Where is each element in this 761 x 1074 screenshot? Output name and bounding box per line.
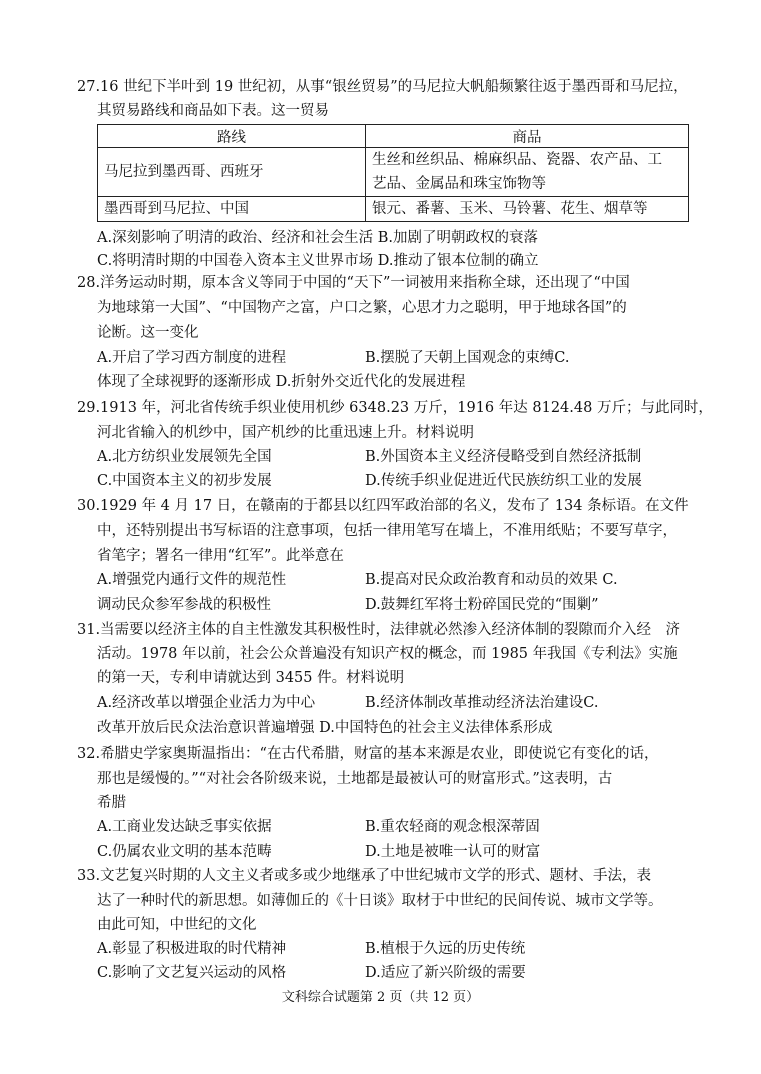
q32-stem-line3: 希腊 [97,795,126,811]
q28-stem-line3: 论断。这一变化 [97,325,199,341]
q28-option-a: A.开启了学习西方制度的进程 [97,350,287,366]
table-cell-route: 墨西哥到马尼拉、中国 [98,197,366,222]
q30-option-b: B.提高对民众政治教育和动员的效果 C. [365,572,618,588]
q32-option-c: C.仍属农业文明的基本范畴 [97,844,272,860]
q28-stem-line2: 为地球第一大国”、“中国物产之富，户口之繁，心思才力之聪明，甲于地球各国”的 [97,300,627,316]
q31-stem-line3: 的第一天，专利申请就达到 3455 件。材料说明 [97,670,405,686]
q31-option-a: A.经济改革以增强企业活力为中心 [97,695,316,711]
q30-stem-line2: 中，还特别提出书写标语的注意事项，包括一律用笔写在墙上，不准用纸贴；不要写草字， [97,523,677,539]
q32-stem-line2: 那也是缓慢的。”“对社会各阶级来说，土地都是最被认可的财富形式。”这表明，古 [97,771,613,787]
q28-option-b: B.摆脱了天朝上国观念的束缚C. [365,350,570,366]
table-header-row [98,125,689,148]
table-header-goods: 商品 [366,125,689,148]
q32-option-b: B.重农轻商的观念根深蒂固 [365,819,540,835]
table-row [98,148,689,197]
q33-stem-line1: 33.文艺复兴时期的人文主义者或多或少地继承了中世纪城市文学的形式、题材、手法，表 [77,868,652,884]
q33-stem-line3: 由此可知，中世纪的文化 [97,917,257,933]
q30-stem-line3: 省笔字；署名一律用“红军”。此举意在 [97,548,344,564]
table-cell-goods [366,148,689,197]
q29-option-b: B.外国资本主义经济侵略受到自然经济抵制 [365,449,642,465]
q31-option-b: B.经济体制改革推动经济法治建设C. [365,695,599,711]
q29-option-a: A.北方纺织业发展领先全国 [97,449,272,465]
q29-stem-line1: 29.1913 年，河北省传统手织业使用机纱 6348.23 万斤，1916 年达 8124.48 万斤；与此同时， [77,400,713,416]
goods-line: 生丝和丝织品、棉麻织品、瓷器、农产品、工 [372,152,662,168]
q31-stem-line2: 活动。1978 年以前，社会公众普遍没有知识产权的概念，而 1985 年我国《专利法》实施 [97,646,678,662]
q27-stem-line2: 其贸易路线和商品如下表。这一贸易 [97,103,329,119]
q31-stem-line1: 31.当需要以经济主体的自主性激发其积极性时，法律就必然渗入经济体制的裂隙而介入经 济 [77,622,681,638]
q33-option-d: D.适应了新兴阶级的需要 [365,965,526,981]
q32-stem-line1: 32.希腊史学家奥斯温指出：“在古代希腊，财富的基本来源是农业，即使说它有变化的话， [77,746,659,762]
q30-option-d: D.鼓舞红军将士粉碎国民党的“围剿” [365,597,599,613]
goods-line: 艺品、金属品和珠宝饰物等 [372,176,546,192]
q33-option-a: A.彰显了积极进取的时代精神 [97,941,287,957]
q32-option-a: A.工商业发达缺乏事实依据 [97,819,272,835]
q32-option-d: D.土地是被唯一认可的财富 [365,844,541,860]
q27-options-ab: A.深刻影响了明清的政治、经济和社会生活 B.加剧了明朝政权的衰落 [97,230,538,246]
q29-stem-line2: 河北省输入的机纱中，国产机纱的比重迅速上升。材料说明 [97,425,474,441]
q27-options-cd: C.将明清时期的中国卷入资本主义世界市场 D.推动了银本位制的确立 [97,253,539,269]
q29-option-d: D.传统手织业促进近代民族纺织工业的发展 [365,473,642,489]
table-row [98,197,689,222]
q31-options-cd: 改革开放后民众法治意识普遍增强 D.中国特色的社会主义法律体系形成 [97,720,553,736]
page-footer: 文科综合试题第 2 页（共 12 页） [281,990,480,1005]
q29-option-c: C.中国资本主义的初步发展 [97,473,272,489]
q30-option-a: A.增强党内通行文件的规范性 [97,572,287,588]
table-header-route: 路线 [98,125,366,148]
trade-route-table [97,124,689,222]
q33-option-c: C.影响了文艺复兴运动的风格 [97,965,287,981]
q30-stem-line1: 30.1929 年 4 月 17 日，在赣南的于都县以红四军政治部的名义，发布了 134 条标语。在文件 [77,498,689,514]
q28-options-cd: 体现了全球视野的逐渐形成 D.折射外交近代化的发展进程 [97,374,466,390]
q28-stem-line1: 28.洋务运动时期，原本含义等同于中国的“天下”一词被用来指称全球，还出现了“中国 [77,275,630,291]
q27-stem-line1: 27.16 世纪下半叶到 19 世纪初，从事“银丝贸易”的马尼拉大帆船频繁往返于墨西哥和马尼拉， [77,79,688,95]
q33-option-b: B.植根于久远的历史传统 [365,941,526,957]
table-cell-goods: 银元、番薯、玉米、马铃薯、花生、烟草等 [366,197,689,222]
q33-stem-line2: 达了一种时代的新思想。如薄伽丘的《十日谈》取材于中世纪的民间传说、城市文学等。 [97,893,663,909]
table-cell-route: 马尼拉到墨西哥、西班牙 [98,148,366,197]
q30-option-c: 调动民众参军参战的积极性 [97,597,271,613]
